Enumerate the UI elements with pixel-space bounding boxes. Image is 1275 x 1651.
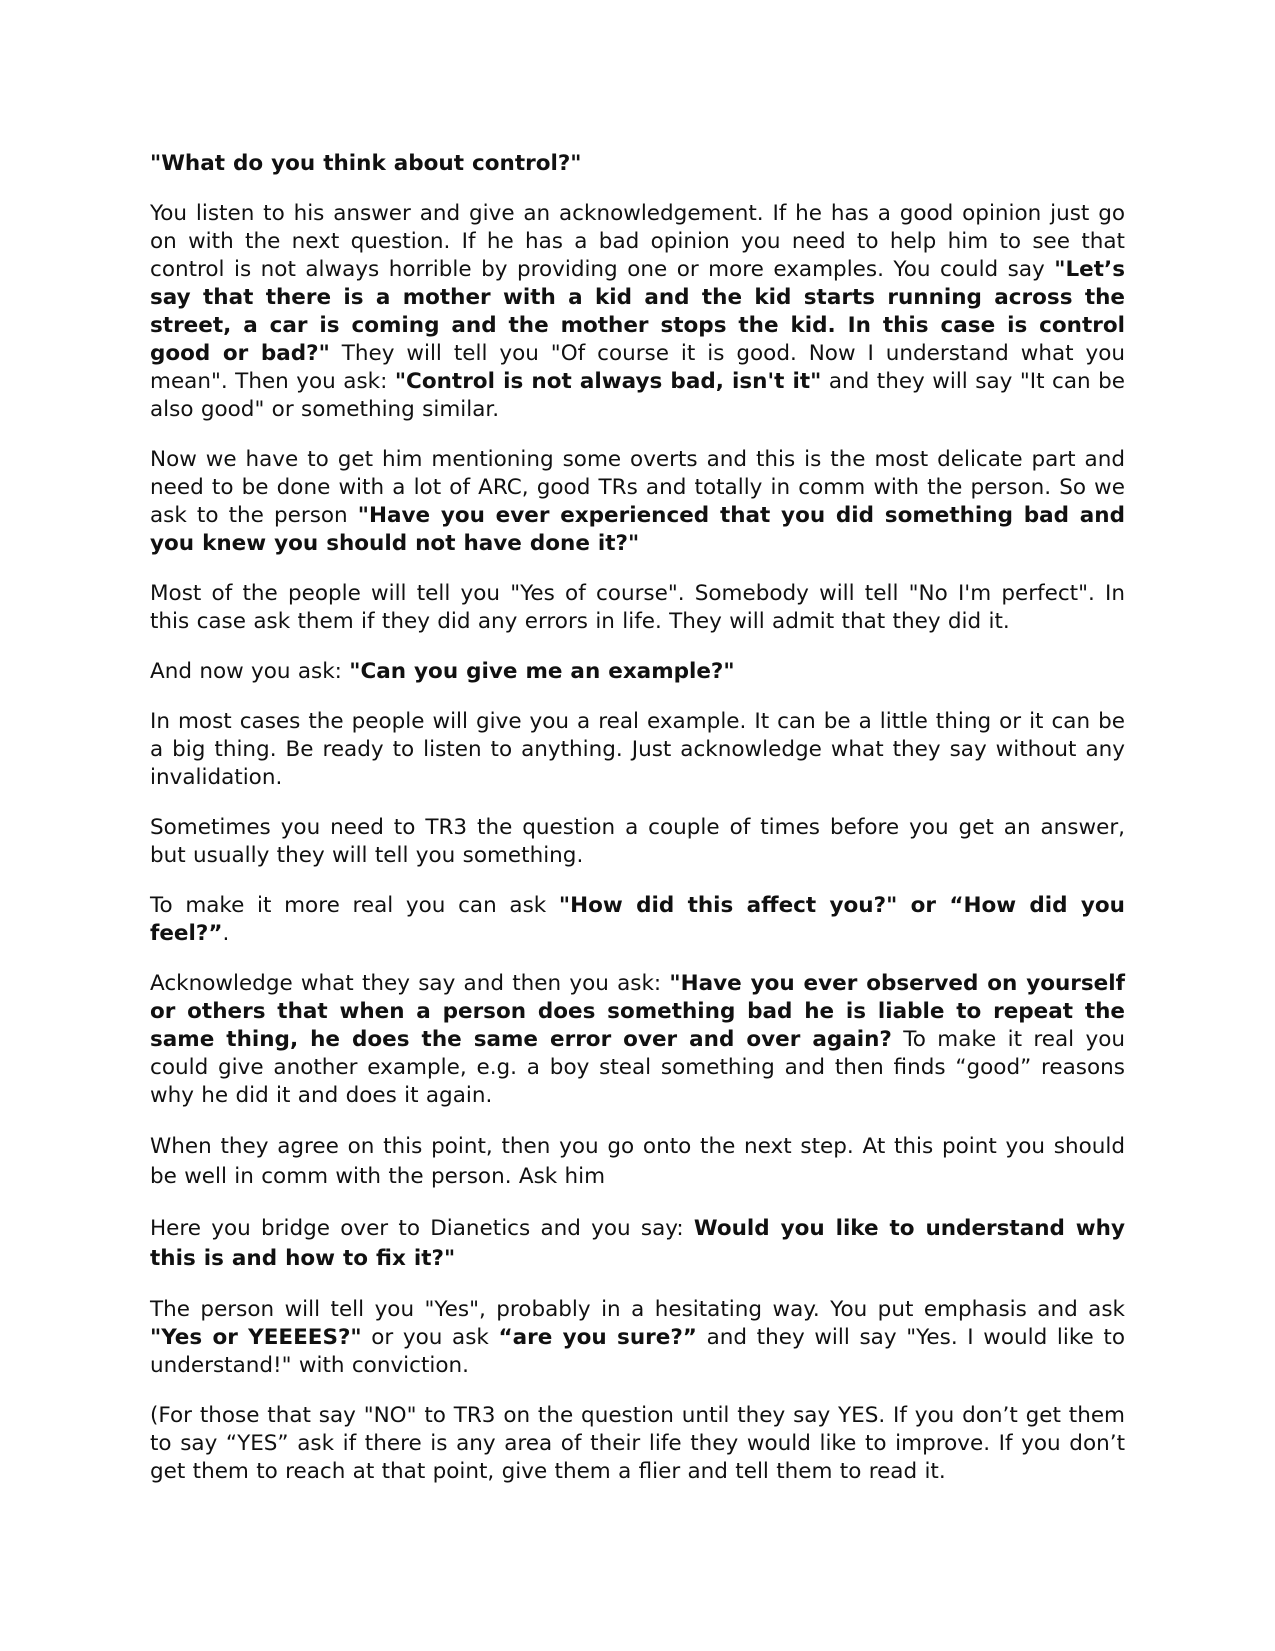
paragraph-tr3: Sometimes you need to TR3 the question a couple of times before you get an answer, but usually they will tell you something.: [150, 815, 1125, 868]
text: and they will say "Yes. I would like to understand!" with conviction.: [150, 1325, 1125, 1378]
paragraph-overts: [150, 446, 1125, 558]
paragraph-emphasis: [150, 1296, 1125, 1380]
question-heading: [150, 150, 1125, 178]
paragraph-responses: Most of the people will tell you "Yes of course". Somebody will tell "No I'm perfect". In this case ask them if they did any errors in life. They will admit that they did it.: [150, 581, 1125, 634]
paragraph-control-example: [150, 200, 1125, 424]
paragraph-acknowledge: [150, 970, 1125, 1110]
bold-question: "Yes or YEEEES?": [150, 1325, 362, 1350]
paragraph-no-answer: (For those that say "NO" to TR3 on the question until they say YES. If you don’t get them to say “YES” ask if there is any area of their life they would like to improve. If you don’t get them to reach at that point, give them a flier and tell them to read it.: [150, 1403, 1125, 1484]
paragraph-bridge: [150, 1214, 1125, 1274]
paragraph-make-real: [150, 892, 1125, 948]
document-page: [150, 150, 1125, 1486]
text: You listen to his answer and give an acknowledgement. If he has a good opinion just go on with the next question. If he has a bad opinion you need to help him to see that control is not always horrible by providing one or more examples. You could say: [150, 201, 1125, 282]
paragraph-ask-example: [150, 658, 1125, 686]
bold-question: "How did this affect you?" or “How did you feel?”: [150, 893, 1125, 946]
text: They will tell you "Of course it is good. Now I understand what you mean". Then you ask:: [150, 341, 1125, 394]
bold-question: “are you sure?”: [498, 1325, 697, 1350]
bold-question: "Have you ever experienced that you did something bad and you knew you should not have done it?": [150, 503, 1125, 556]
text: And now you ask:: [150, 659, 350, 684]
bold-question: Would you like to understand why this is and how to fix it?": [150, 1216, 1125, 1271]
text: Now we have to get him mentioning some overts and this is the most delicate part and need to be done with a lot of ARC, good TRs and totally in comm with the person. So we ask to the person: [150, 447, 1125, 528]
text: .: [222, 921, 230, 946]
bold-question: "Let’s say that there is a mother with a kid and the kid starts running across the street, a car is coming and the mother stops the kid. In this case is control good or bad?": [150, 257, 1125, 366]
bold-question: "Can you give me an example?": [349, 659, 735, 684]
text: To make it real you could give another example, e.g. a boy steal something and then finds “good” reasons why he did it and does it again.: [150, 1027, 1125, 1108]
bold-question: "Control is not always bad, isn't it": [394, 369, 822, 394]
paragraph-agree: When they agree on this point, then you go onto the next step. At this point you should be well in comm with the person. Ask him: [150, 1134, 1125, 1189]
heading-text: "What do you think about control?": [150, 151, 582, 176]
text: The person will tell you "Yes", probably in a hesitating way. You put emphasis and ask: [150, 1297, 1125, 1322]
paragraph-real-example: In most cases the people will give you a real example. It can be a little thing or it can be a big thing. Be ready to listen to anything. Just acknowledge what they say without any invalidation.: [150, 709, 1125, 790]
text: and they will say "It can be also good" or something similar.: [150, 369, 1125, 422]
text: To make it more real you can ask: [150, 893, 559, 918]
text: Acknowledge what they say and then you ask:: [150, 971, 670, 996]
text: Here you bridge over to Dianetics and you say:: [150, 1216, 694, 1241]
text: or you ask: [361, 1325, 499, 1350]
bold-question: "Have you ever observed on yourself or others that when a person does something bad he is liable to repeat the same thing, he does the same error over and over again?: [150, 971, 1125, 1052]
